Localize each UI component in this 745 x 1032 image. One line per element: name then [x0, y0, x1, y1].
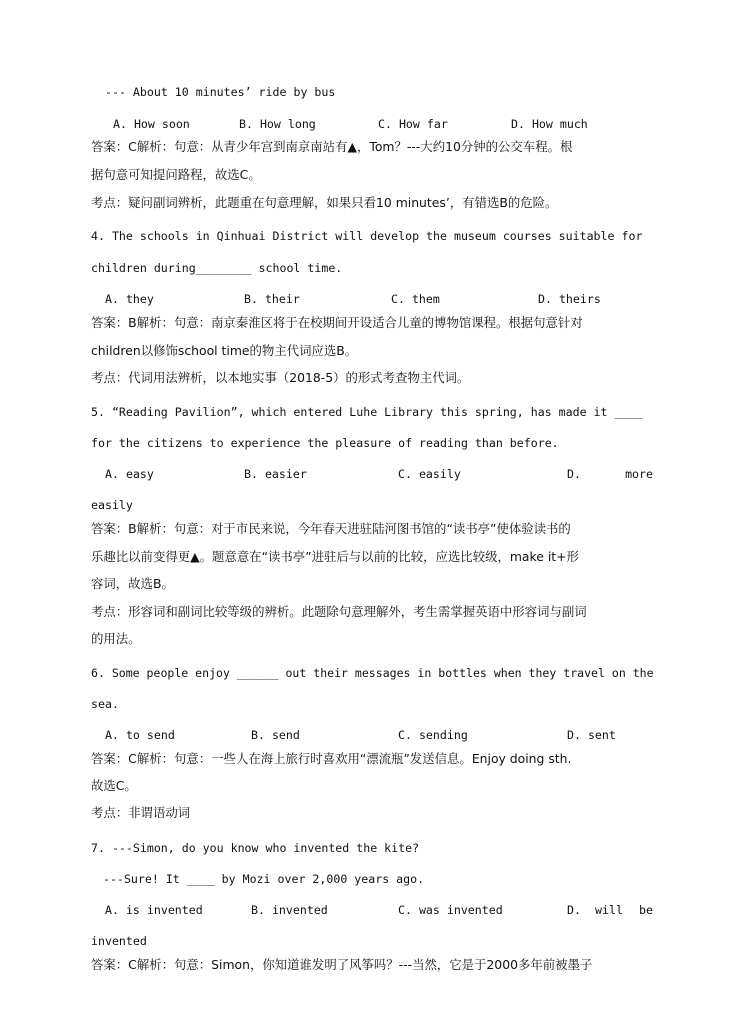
- q5-option-c: C. easily: [398, 467, 461, 481]
- q5-option-d-text: more: [625, 467, 653, 481]
- q3-option-a: A. How soon: [113, 117, 190, 131]
- q5-option-a: A. easy: [105, 467, 154, 481]
- q6-option-a: A. to send: [105, 728, 175, 742]
- q5-option-d: D.: [567, 467, 581, 481]
- q3-answer-line-2: 据句意可知提问路程，故选C。: [91, 167, 261, 182]
- q5-point-line-2: 的用法。: [91, 631, 141, 646]
- q4-answer-line-2: children以修饰school time的物主代词应选B。: [91, 343, 358, 358]
- q6-answer-line-2: 故选C。: [91, 778, 137, 793]
- q5-answer-line-2: 乐趣比以前变得更▲。题意意在“读书亭”进驻后与以前的比较，应选比较级，make it+形: [91, 549, 579, 564]
- q7-option-c: C. was invented: [398, 903, 503, 917]
- q3-response-line: --- About 10 minutes’ ride by bus: [105, 85, 336, 99]
- q4-stem-line-2: children during________ school time.: [91, 261, 343, 275]
- q4-option-c: C. them: [391, 292, 440, 306]
- q5-answer-line-3: 容词，故选B。: [91, 576, 174, 591]
- q4-options: [91, 291, 653, 307]
- q6-point: 考点：非谓语动词: [91, 805, 191, 820]
- q6-stem-line-2: sea.: [91, 697, 119, 711]
- q7-option-d: D.: [567, 903, 581, 917]
- q6-options: [91, 727, 653, 743]
- q5-stem-line-2: for the citizens to experience the pleasure of reading than before.: [91, 436, 559, 450]
- q6-answer-line-1: 答案：C解析：句意：一些人在海上旅行时喜欢用“漂流瓶”发送信息。Enjoy doing sth.: [91, 751, 572, 766]
- q5-stem-line-1: 5. “Reading Pavilion”, which entered Luhe Library this spring, has made it ____: [91, 405, 643, 419]
- q3-point: 考点：疑问副词辨析，此题重在句意理解，如果只看10 minutes’，有错选B的危险。: [91, 195, 558, 210]
- q5-answer-line-1: 答案：B解析：句意：对于市民来说，今年春天进驻陆河图书馆的“读书亭”使体验读书的: [91, 521, 571, 536]
- q3-answer-line-1: 答案：C解析：句意：从青少年宫到南京南站有▲，Tom？---大约10分钟的公交车程。根: [91, 139, 573, 154]
- q3-option-b: B. How long: [239, 117, 316, 131]
- q6-stem-line-1: 6. Some people enjoy ______ out their messages in bottles when they travel on the: [91, 666, 654, 680]
- q7-options: [91, 902, 653, 918]
- q7-option-d-word-1: will: [595, 903, 623, 917]
- q7-answer-line-1: 答案：C解析：句意：Simon，你知道谁发明了风筝吗？---当然，它是于2000多年前被墨子: [91, 957, 593, 972]
- q7-option-d-continued: invented: [91, 934, 147, 948]
- q4-stem-line-1: 4. The schools in Qinhuai District will develop the museum courses suitable for: [91, 229, 643, 243]
- q7-option-b: B. invented: [251, 903, 328, 917]
- q7-stem-line-1: 7. ---Simon, do you know who invented the kite?: [91, 841, 420, 855]
- q4-option-b: B. their: [244, 292, 300, 306]
- q4-answer-line-1: 答案：B解析：句意：南京秦淮区将于在校期间开设适合儿童的博物馆课程。根据句意针对: [91, 315, 583, 330]
- q7-option-a: A. is invented: [105, 903, 203, 917]
- q5-point-line-1: 考点：形容词和副词比较等级的辨析。此题除句意理解外，考生需掌握英语中形容词与副词: [91, 604, 587, 619]
- q7-option-d-word-2: be: [639, 903, 653, 917]
- q4-option-a: A. they: [105, 292, 154, 306]
- q6-option-c: C. sending: [398, 728, 468, 742]
- q4-point: 考点：代词用法辨析，以本地实事（2018-5）的形式考查物主代词。: [91, 370, 470, 385]
- q6-option-b: B. send: [251, 728, 300, 742]
- q3-option-d: D. How much: [511, 117, 588, 131]
- q3-option-c: C. How far: [378, 117, 448, 131]
- q3-options: [91, 116, 653, 132]
- q6-option-d: D. sent: [567, 728, 616, 742]
- q4-option-d: D. theirs: [538, 292, 601, 306]
- q5-options: [91, 466, 653, 482]
- q5-option-b: B. easier: [244, 467, 307, 481]
- q7-stem-line-2: ---Sure! It ____ by Mozi over 2,000 years ago.: [103, 872, 425, 886]
- q5-option-d-continued: easily: [91, 498, 133, 512]
